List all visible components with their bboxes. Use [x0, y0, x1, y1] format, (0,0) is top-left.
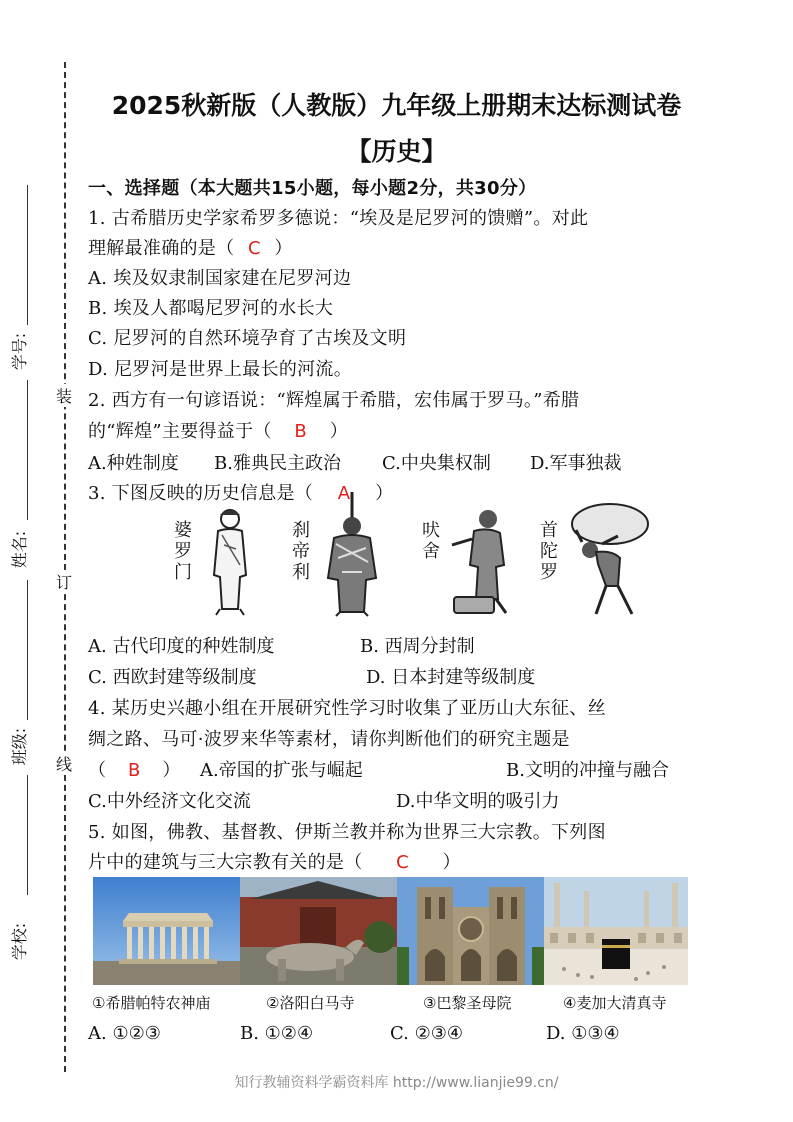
kshatriya-figure: [318, 492, 386, 618]
q3-answer: A: [337, 483, 351, 504]
q1-option-d: D. 尼罗河是世界上最长的河流。: [88, 359, 353, 380]
photo-white-horse-temple: [240, 877, 397, 985]
caption-parthenon: ①希腊帕特农神庙: [92, 994, 211, 1012]
q1-stem-line1: 1. 古希腊历史学家希罗多德说：“埃及是尼罗河的馈赠”。对此: [88, 208, 589, 229]
q1-answer: C: [247, 238, 261, 259]
q2-stem-prefix: 的“辉煌”主要得益于（: [88, 421, 272, 442]
q4-stem-line2: 绸之路、马可·波罗来华等素材，请你判断他们的研究主题是: [88, 729, 570, 750]
q5-option-c: C. ②③④: [390, 1023, 463, 1044]
q2-stem-suffix: ）: [329, 421, 349, 442]
shudra-figure: [562, 502, 652, 618]
class-label: 班级:: [10, 727, 30, 766]
q3-stem-suffix: ）: [375, 483, 394, 504]
q4-option-a: A.帝国的扩张与崛起: [200, 760, 363, 781]
q4-option-c: C.中外经济文化交流: [88, 791, 251, 812]
footer-watermark: 知行教辅资料学霸资料库 http://www.lianjie99.cn/: [234, 1075, 559, 1091]
q5-stem-prefix: 片中的建筑与三大宗教有关的是（: [88, 852, 363, 873]
q1-option-b: B. 埃及人都喝尼罗河的水长大: [88, 298, 334, 319]
q1-stem-prefix: 理解最准确的是（: [88, 238, 235, 259]
q3-stem-prefix: 3. 下图反映的历史信息是（: [88, 483, 314, 504]
q5-answer: C: [396, 852, 409, 873]
school-label: 学校:: [10, 922, 30, 961]
q5-stem-suffix: ）: [442, 852, 461, 873]
q5-option-a: A. ①②③: [88, 1023, 161, 1044]
caste-label-kshatriya: 刹 帝 利: [292, 520, 310, 583]
caste-label-brahmin: 婆 罗 门: [174, 520, 192, 583]
q4-answer: B: [127, 760, 141, 781]
vaishya-figure: [448, 505, 526, 617]
q2-answer: B: [294, 421, 308, 442]
q5-option-b: B. ①②④: [240, 1023, 314, 1044]
caption-white-horse-temple: ②洛阳白马寺: [266, 994, 355, 1012]
q2-stem-line2: [88, 417, 348, 443]
binding-dashed-line: [64, 62, 66, 1072]
q5-stem-line2: [88, 848, 461, 874]
q2-option-c: C.中央集权制: [382, 453, 491, 474]
q5-stem-line1: 5. 如图，佛教、基督教、伊斯兰教并称为世界三大宗教。下列图: [88, 822, 606, 843]
q2-option-a: A.种姓制度: [88, 453, 179, 474]
caption-mecca-mosque: ④麦加大清真寺: [563, 994, 667, 1012]
binding-char-xian: 线: [55, 752, 73, 775]
q1-stem-line2: [88, 234, 293, 260]
q2-option-b: B.雅典民主政治: [214, 453, 341, 474]
q1-stem-suffix: ）: [274, 238, 293, 259]
class-field[interactable]: [27, 775, 28, 895]
caption-notre-dame: ③巴黎圣母院: [423, 994, 512, 1012]
binding-char-zhuang: 装: [55, 384, 73, 407]
q3-option-b: B. 西周分封制: [360, 636, 475, 657]
q3-option-c: C. 西欧封建等级制度: [88, 667, 257, 688]
photo-mecca-mosque: [544, 877, 688, 985]
exam-title: 2025秋新版（人教版）九年级上册期末达标测试卷: [111, 91, 682, 120]
q4-paren-open: （: [88, 760, 107, 781]
student-id-label: 学号:: [10, 332, 30, 371]
binding-char-ding: 订: [55, 570, 73, 593]
q4-paren-close: ）: [162, 760, 181, 781]
brahmin-figure: [200, 505, 260, 617]
q1-option-c: C. 尼罗河的自然环境孕育了古埃及文明: [88, 328, 407, 349]
caste-label-shudra: 首 陀 罗: [540, 520, 558, 583]
name-field[interactable]: [27, 580, 28, 720]
q4-option-b: B.文明的冲撞与融合: [506, 760, 669, 781]
photo-notre-dame: [397, 877, 544, 985]
photo-parthenon: [93, 877, 240, 985]
section-heading: 一、选择题（本大题共15小题，每小题2分，共30分）: [88, 178, 537, 199]
caste-label-vaishya: 吠 舍: [422, 520, 440, 562]
q2-option-d: D.军事独裁: [530, 453, 622, 474]
q1-option-a: A. 埃及奴隶制国家建在尼罗河边: [88, 268, 352, 289]
q2-stem-line1: 2. 西方有一句谚语说：“辉煌属于希腊，宏伟属于罗马。”希腊: [88, 390, 580, 411]
q3-option-a: A. 古代印度的种姓制度: [88, 636, 275, 657]
q3-option-d: D. 日本封建等级制度: [366, 667, 536, 688]
student-id-field[interactable]: [27, 185, 28, 325]
q4-stem-line1: 4. 某历史兴趣小组在开展研究性学习时收集了亚历山大东征、丝: [88, 698, 606, 719]
student-id-field-extra: [27, 380, 28, 520]
exam-subject: 【历史】: [346, 137, 447, 166]
q4-answer-line: [88, 756, 181, 782]
q4-option-d: D.中华文明的吸引力: [396, 791, 560, 812]
q5-option-d: D. ①③④: [546, 1023, 620, 1044]
name-label: 姓名:: [10, 530, 30, 569]
